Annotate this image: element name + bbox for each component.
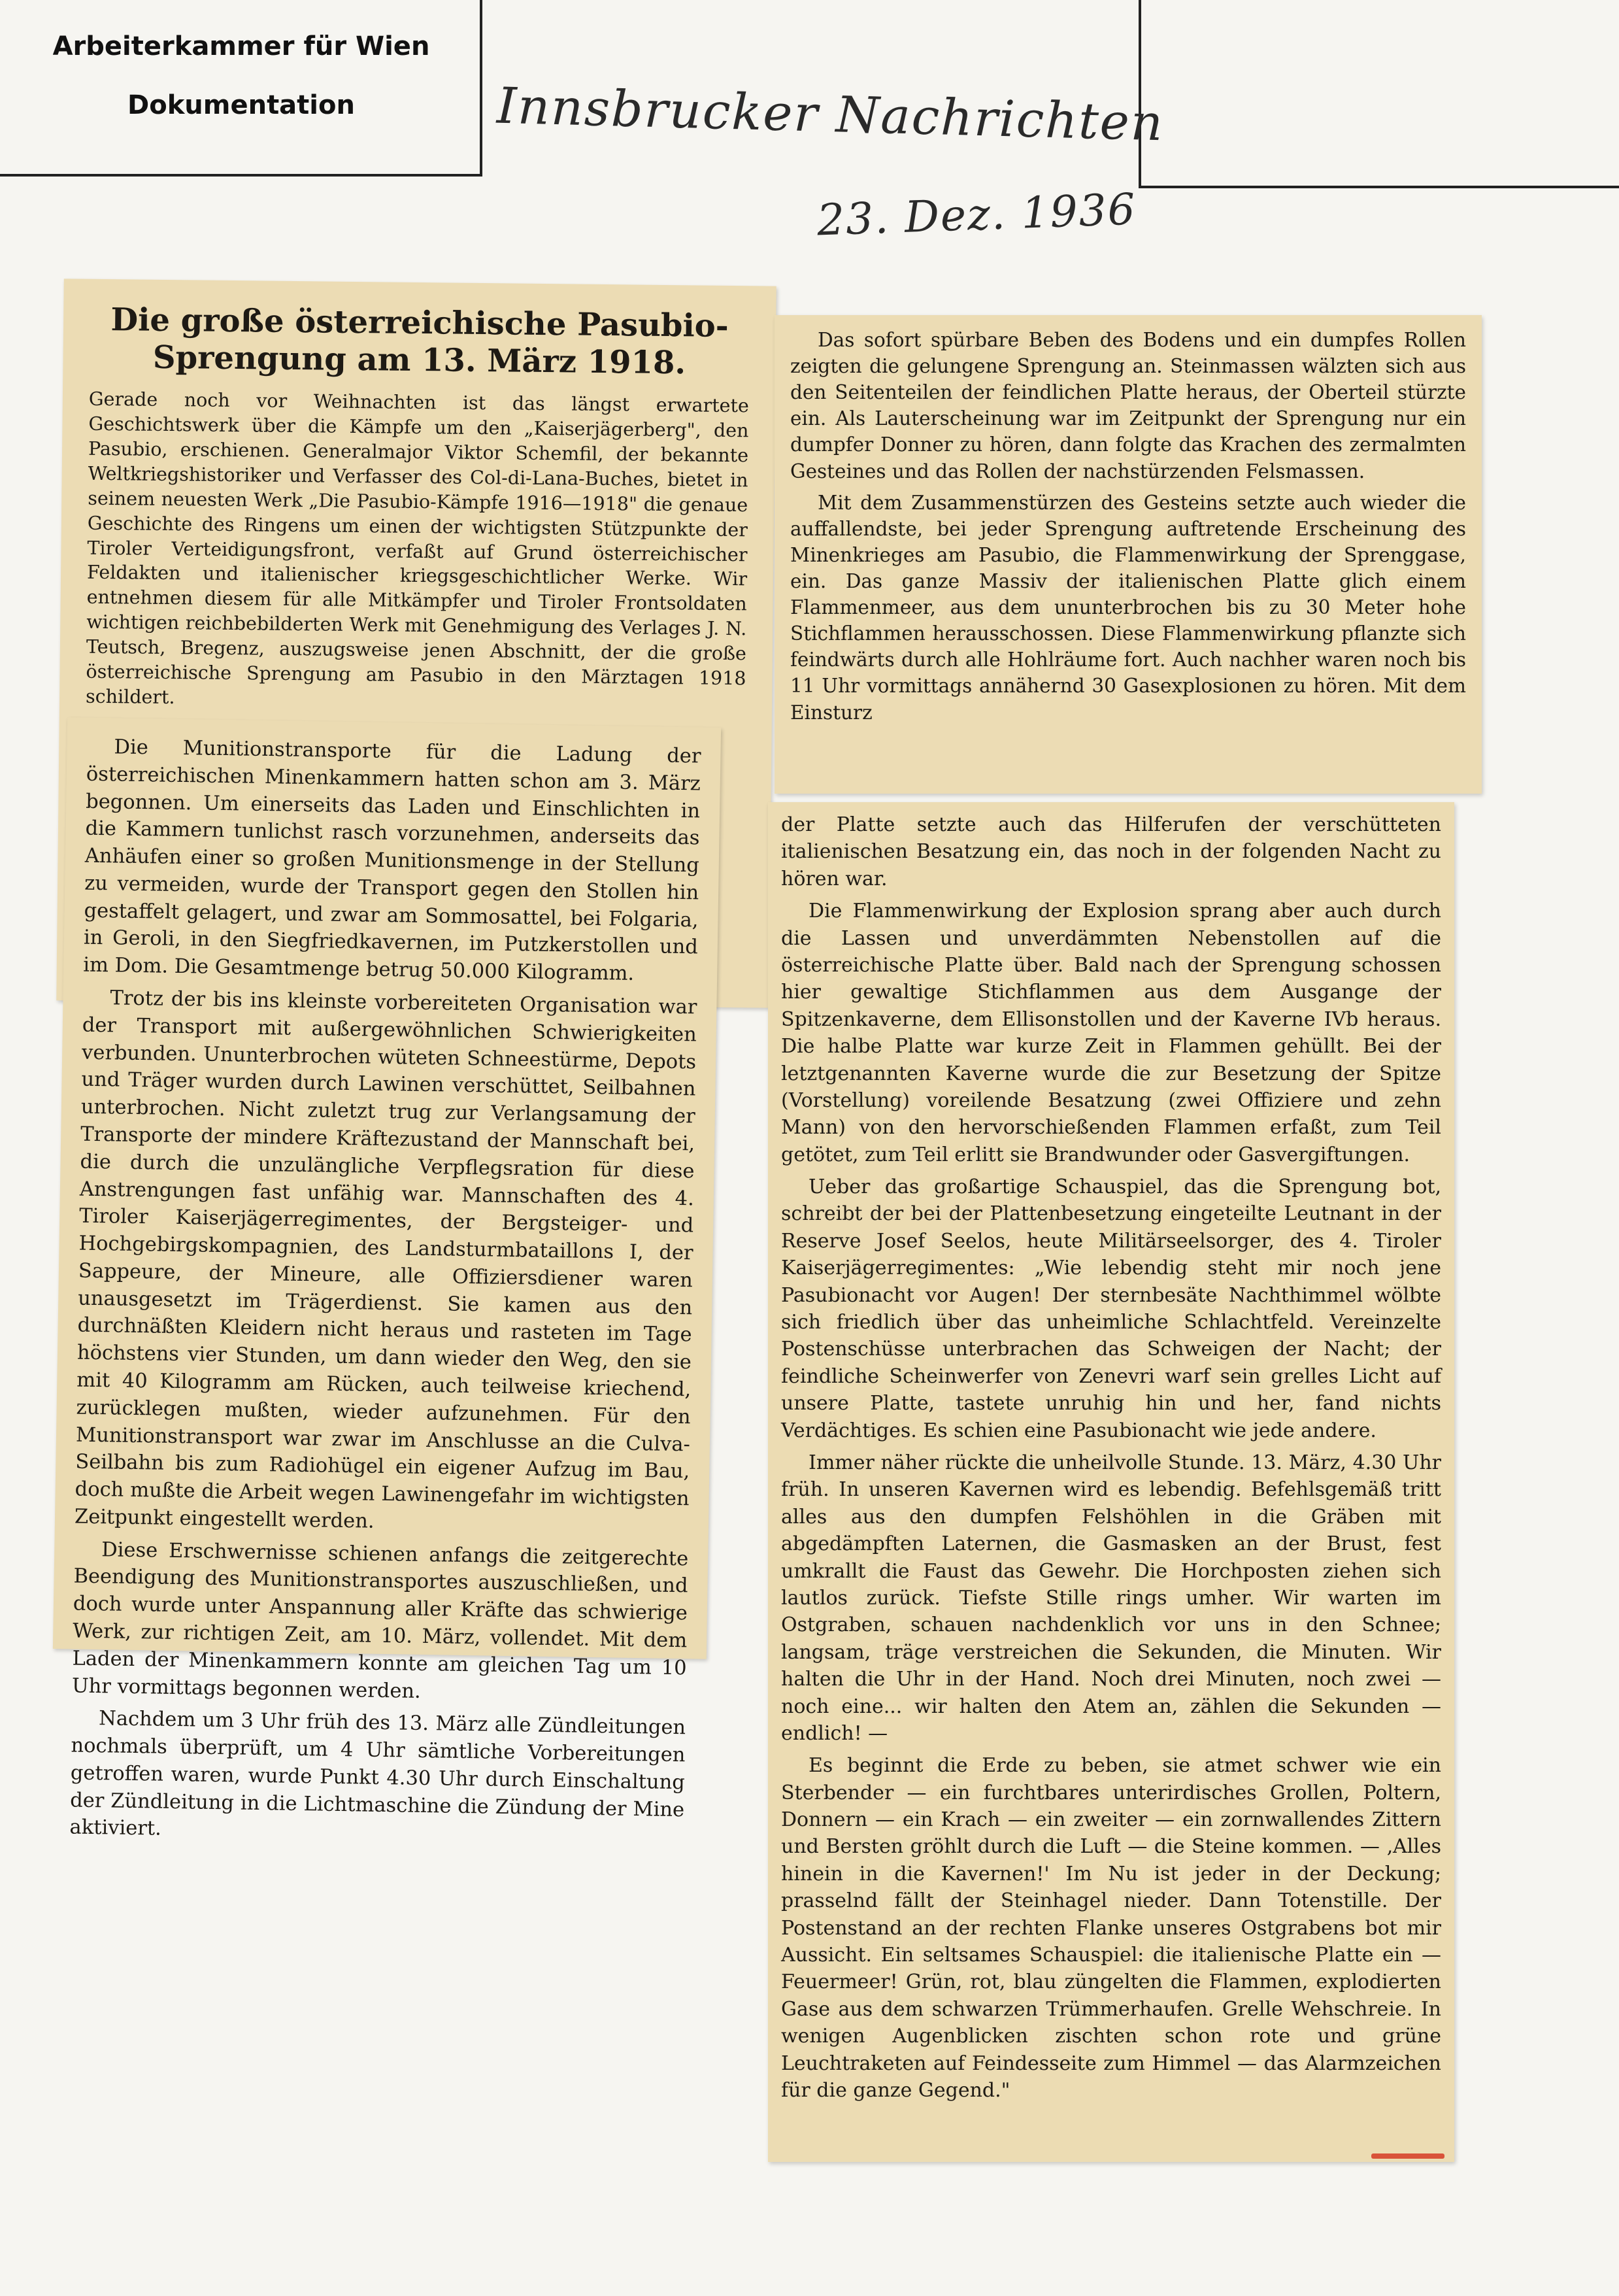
paragraph: Nachdem um 3 Uhr früh des 13. März alle Zündleitungen nochmals überprüft, um 4 Uhr sämtliche Vorbereitungen getroffen waren, wurde Punkt 4.30 Uhr durch Einschaltung der Zündleitung in die Lichtmaschine die Zündung der Mine aktiviert.	[69, 1707, 686, 1841]
archive-stamp-box	[0, 0, 482, 177]
paragraph: Diese Erschwernisse schienen anfangs die zeitgerechte Beendigung des Munitionstransportes auszuschließen, und doch wurde unter Anspannung aller Kräfte das schwierige Werk, zur richtigen Zeit, am 10. März, vollendet. Mit dem Laden der Minenkammern konnte am gleichen Tag um 10 Uhr vormittags begonnen werden.	[71, 1538, 689, 1703]
clipping-right-bottom	[768, 802, 1454, 2162]
handwritten-date: 23. Dez. 1936	[816, 184, 1137, 246]
paragraph: Die Flammenwirkung der Explosion sprang aber auch durch die Lassen und unverdämmten Nebenstollen auf die österreichische Platte über. Bald nach der Sprengung schossen hier gewaltige Stichflammen aus dem Ausgange der Spitzenkaverne, dem Ellisonstollen und der Kaverne IVb heraus. Die halbe Platte war kurze Zeit in Flammen gehüllt. Bei der letztgenannten Kaverne wurde die zur Besetzung der Spitze (Vorstellung) voreilende Besatzung (zwei Offiziere und zehn Mann) von den hervorschießenden Flammen erfaßt, zum Teil getötet, zum Teil erlitt sie Brandwunder oder Gasvergiftungen.	[781, 900, 1441, 1166]
paragraph: Immer näher rückte die unheilvolle Stunde. 13. März, 4.30 Uhr früh. In unseren Kavernen wird es lebendig. Befehlsgemäß tritt alles aus den dumpfen Felshöhlen in die Gräben mit abgedämpften Laternen, die Gasmasken an der Brust, fest umkrallt die Faust das Gewehr. Die Horchposten ziehen sich lautlos zurück. Tiefste Stille rings umher. Wir warten im Ostgraben, schauen nachdenklich vor uns in den Schnee; langsam, träge verstreichen die Sekunden, die Minuten. Wir halten die Uhr in der Hand. Noch drei Minuten, noch zwei — noch eine... wir halten den Atem an, zählen die Sekunden — endlich! —	[781, 1451, 1441, 1745]
left-column-text	[69, 734, 701, 1851]
article-headline: Die große österreichische Pasubio-Sprengung am 13. März 1918.	[110, 301, 729, 381]
paragraph: Ueber das großartige Schauspiel, das die Sprengung bot, schreibt der bei der Plattenbesetzung eingeteilte Leutnant in der Reserve Josef Seelos, heute Militärseelsorger, des 4. Tiroler Kaiserjägerregimentes: „Wie lebendig steht mir noch jene Pasubionacht vor Augen! Der sternbesäte Nachthimmel wölbte sich friedlich über das unheimliche Schlachtfeld. Vereinzelte Postenschüsse unterbrachen das Schweigen der Nacht; der feindliche Scheinwerfer von Zenevri warf sein grelles Licht auf unsere Platte, tastete unruhig hin und her, fand nichts Verdächtiges. Es schien eine Pasubionacht wie jede andere.	[781, 1175, 1441, 1442]
right-bottom-text	[781, 811, 1441, 2104]
red-pencil-mark	[1371, 2153, 1444, 2159]
clipping-left-body	[53, 717, 721, 1841]
handwritten-newspaper-name: Innsbrucker Nachrichten	[496, 76, 1165, 152]
empty-label-box	[1139, 0, 1619, 188]
clipping-right-top	[775, 315, 1482, 794]
right-top-text	[790, 327, 1466, 726]
article-intro: Gerade noch vor Weihnachten ist das längst erwartete Geschichtswerk über die Kämpfe um den „Kaiserjägerberg", den Pasubio, erschienen. Generalmajor Viktor Schemfil, der bekannte Weltkriegshistoriker und Verfasser des Col-di-Lana-Buches, bietet in seinem neuesten Werk „Die Pasubio-Kämpfe 1916—1918" die genaue Geschichte des Ringens um einen der wichtigsten Stützpunkte der Tiroler Verteidigungsfront, verfaßt auf Grund österreichischer Feldakten und italienischer kriegsgeschichtlicher Werke. Wir entnehmen diesem für alle Mitkämpfer und Tiroler Frontsoldaten wichtigen reichbebilderten Werk mit Genehmigung des Verlages J. N. Teutsch, Bregenz, auszugsweise jenen Abschnitt, der die große österreichische Sprengung am Pasubio in den Märztagen 1918 schildert.	[85, 388, 750, 709]
paragraph: Mit dem Zusammenstürzen des Gesteins setzte auch wieder die auffallendste, bei jeder Sprengung auftretende Erscheinung des Minenkrieges am Pasubio, die Flammenwirkung der Sprenggase, ein. Das ganze Massiv der italienischen Platte glich einem Flammenmeer, aus dem ununterbrochen bis zu 30 Meter hohe Stichflammen herausschossen. Diese Flammenwirkung pflanzte sich feindwärts durch alle Hohlräume fort. Auch nachher waren noch bis 11 Uhr vormittags annähernd 30 Gasexplosionen zu hören. Mit dem Einsturz	[790, 491, 1466, 724]
paragraph: der Platte setzte auch das Hilferufen der verschütteten italienischen Besatzung ein, das noch in der folgenden Nacht zu hören war.	[781, 813, 1441, 890]
paragraph: Es beginnt die Erde zu beben, sie atmet schwer wie ein Sterbender — ein furchtbares unterirdisches Grollen, Poltern, Donnern — ein Krach — ein zweiter — ein zornwallendes Zittern und Bersten gröhlt durch die Luft — die Steine kommen. — ‚Alles hinein in die Kavernen!' Im Nu ist jeder in der Deckung; prasselnd fällt der Steinhagel nieder. Dann Totenstille. Der Postenstand an der rechten Flanke unseres Ostgrabens bot mir Aussicht. Ein seltsames Schauspiel: die italienische Platte ein — Feuermeer! Grün, rot, blau züngelten die Flammen, explodierten Gase aus dem schwarzen Trümmerhaufen. Grelle Wehschreie. In wenigen Augenblicken zischten schon rote und grüne Leuchtraketen auf Feindesseite zum Himmel — das Alarmzeichen für die ganze Gegend."	[781, 1754, 1441, 2102]
paragraph: Trotz der bis ins kleinste vorbereiteten Organisation war der Transport mit außergewöhnlichen Schwierigkeiten verbunden. Ununterbrochen wüteten Schneestürme, Depots und Träger wurden durch Lawinen verschüttet, Seilbahnen unterbrochen. Nicht zuletzt trug zur Verlangsamung der Transporte der mindere Kräftezustand der Mannschaft bei, die durch die unzulängliche Verpflegsration für diese Anstrengungen fast unfähig war. Mannschaften des 4. Tiroler Kaiserjägerregimentes, der Bergsteiger- und Hochgebirgskompagnien, des Landsturmbataillons I, der Sappeure, der Mineure, alle Offiziersdiener waren unausgesetzt im Trägerdienst. Sie kamen aus den durchnäßten Kleidern nicht heraus und rasteten im Tage höchstens vier Stunden, um dann wieder den Weg, den sie mit 40 Kilogramm am Rücken, auch teilweise kriechend, zurücklegen mußten, wieder aufzunehmen. Für den Munitionstransport war zwar im Anschlusse an die Culva-Seilbahn bis zum Radiohügel ein eigener Aufzug im Bau, doch mußte die Arbeit wegen Lawinengefahr im wichtigsten Zeitpunkt eingestellt werden.	[74, 987, 697, 1533]
stamp-institution: Arbeiterkammer für Wien	[52, 31, 430, 61]
paragraph: Die Munitionstransporte für die Ladung der österreichischen Minenkammern hatten schon am 3. März begonnen. Um einerseits das Laden und Einschlichten in die Kammern tunlichst rasch vorzunehmen, anderseits das Anhäufen einer so großen Munitionsmenge in der Stellung zu vermeiden, wurde der Transport gegen den Stollen hin gestaffelt gelagert, und zwar am Sommosattel, bei Folgaria, in Geroli, in den Siegfriedkavernen, im Putzkerstollen und im Dom. Die Gesamtmenge betrug 50.000 Kilogramm.	[83, 735, 701, 986]
stamp-department: Dokumentation	[127, 90, 355, 120]
paragraph: Das sofort spürbare Beben des Bodens und ein dumpfes Rollen zeigten die gelungene Sprengung an. Steinmassen wälzten sich aus den Seitenteilen der feindlichen Platte heraus, der Oberteil stürzte ein. Als Lauterscheinung war im Zeitpunkt der Sprengung nur ein dumpfer Donner zu hören, dann folgte das Krachen des zermalmten Gesteines und das Rollen der nachstürzenden Felsmassen.	[790, 329, 1466, 482]
